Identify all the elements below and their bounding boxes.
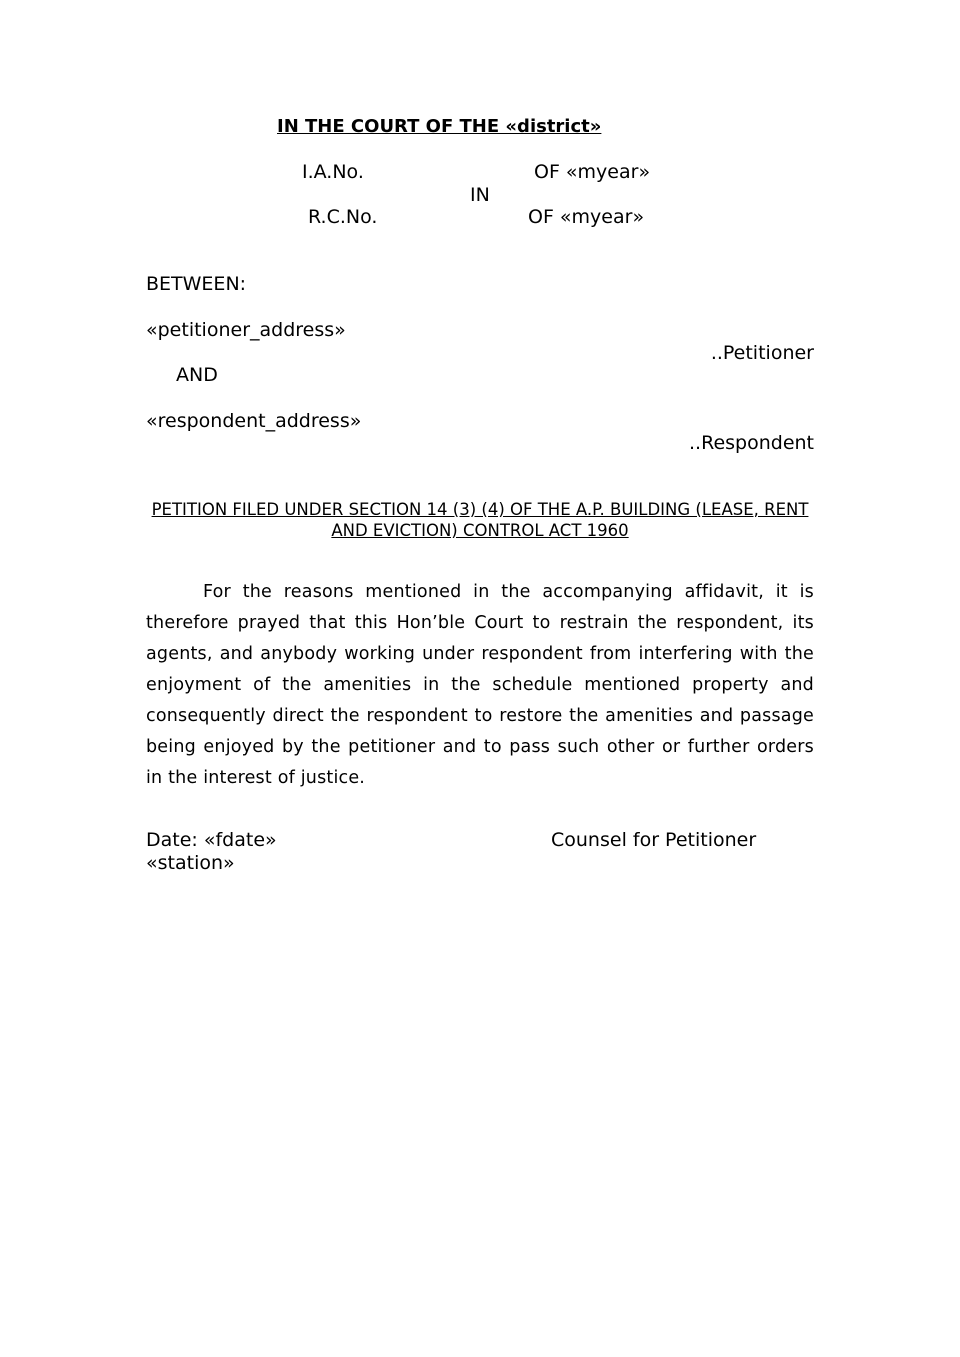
petitioner-role: ..Petitioner: [710, 342, 814, 364]
ia-number-label: I.A.No.: [302, 161, 364, 183]
counsel-signature: Counsel for Petitioner: [551, 829, 757, 851]
respondent-role: ..Respondent: [689, 432, 814, 454]
date-line: Date: «fdate»: [146, 829, 277, 851]
between-label: BETWEEN:: [146, 273, 247, 295]
station-line: «station»: [146, 852, 235, 874]
prayer-paragraph: For the reasons mentioned in the accompanying affidavit, it is therefore prayed that this Hon’ble Court to restrain the respondent, its agents, and anybody working under respondent from interfering with the enjoyment of the amenities in the schedule mentioned property and consequently direct the respondent to restore the amenities and passage being enjoyed by the petitioner and to pass such other or further orders in the interest of justice.: [146, 582, 814, 788]
respondent-address: «respondent_address»: [146, 410, 362, 432]
and-connector: AND: [176, 364, 218, 386]
petition-heading: PETITION FILED UNDER SECTION 14 (3) (4) OF THE A.P. BUILDING (LEASE, RENT AND EVICTION) CONTROL ACT 1960: [151, 500, 809, 540]
rc-number-label: R.C.No.: [308, 206, 378, 228]
in-connector: IN: [470, 184, 490, 206]
rc-year: OF «myear»: [528, 206, 645, 228]
petitioner-address: «petitioner_address»: [146, 319, 346, 341]
ia-year: OF «myear»: [534, 161, 651, 183]
court-title: IN THE COURT OF THE «district»: [277, 116, 602, 137]
